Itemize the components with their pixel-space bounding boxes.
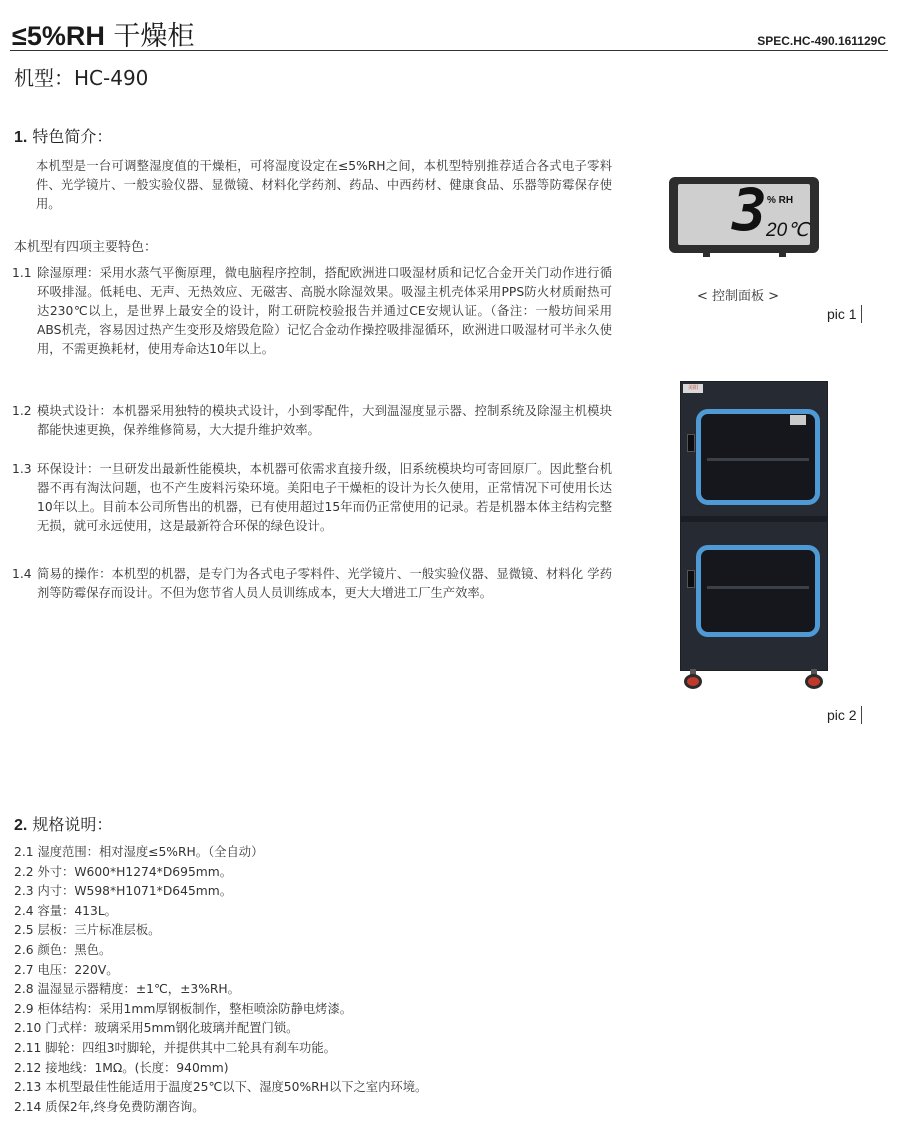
- cabinet-shelf: [707, 458, 809, 461]
- feature-text: 环保设计：一旦研发出最新性能模块，本机器可依需求直接升级，旧系统模块均可寄回原厂。因此整台机器不再有淘汰问题，也不产生废料污染环境。美阳电子干燥柜的设计为长久使用，正常情况下可使用长达10年以上。目前本公司所售出的机器，已有使用超过15年而仍正常使用的记录。若是机器本体主结构完整无损，就可永远使用，这是最新符合环保的绿色设计。: [37, 462, 612, 533]
- feature-item: [12, 402, 612, 440]
- spec-item: 2.4 容量：413L。: [14, 903, 117, 918]
- feature-number: 1.4: [12, 567, 32, 581]
- feature-item: [12, 460, 612, 536]
- spec-item: 2.9 柜体结构：采用1mm厚钢板制作，整柜喷涂防静电烤漆。: [14, 1001, 353, 1016]
- control-panel-image: [669, 177, 819, 253]
- spec-item: 2.14 质保2年,终身免费防潮咨询。: [14, 1099, 205, 1114]
- feature-item: [12, 565, 612, 603]
- caster-wheel: [684, 669, 702, 689]
- section2-heading: [14, 812, 112, 835]
- section1-subtitle: 本机型有四项主要特色：: [14, 240, 158, 255]
- feature-number: 1.3: [12, 462, 32, 476]
- lower-door-lock: [687, 570, 695, 588]
- upper-door-lock: [687, 434, 695, 452]
- humidity-readout: 3: [732, 176, 767, 244]
- spec-item: 2.11 脚轮：四组3吋脚轮，并提供其中二轮具有刹车功能。: [14, 1040, 336, 1055]
- section1-title: 特色简介：: [27, 127, 113, 146]
- cabinet-shelf: [707, 586, 809, 589]
- spec-item: 2.2 外寸：W600*H1274*D695mm。: [14, 864, 233, 879]
- feature-text: 简易的操作：本机型的机器，是专门为各式电子零料件、光学镜片、一般实验仪器、显微镜、材料化 学药剂等防霉保存而设计。不但为您节省人员人员训练成本，更大大增进工厂生产效率。: [37, 567, 612, 600]
- spec-item: 2.13 本机型最佳性能适用于温度25℃以下、湿度50%RH以下之室内环境。: [14, 1080, 428, 1095]
- feature-number: 1.2: [12, 404, 32, 418]
- spec-item: 2.6 颜色：黑色。: [14, 942, 112, 957]
- temperature-readout: 20℃: [766, 220, 809, 241]
- spec-item: 2.3 内寸：W598*H1071*D645mm。: [14, 884, 233, 899]
- cabinet-image: [680, 381, 828, 671]
- cabinet-divider: [681, 516, 827, 522]
- header-divider: [10, 50, 888, 51]
- lcd-display: [678, 176, 810, 245]
- section1-number: 1.: [14, 129, 28, 146]
- caster-wheel: [805, 669, 823, 689]
- cabinet-brand-label: 美阳: [683, 384, 703, 393]
- spec-item: 2.8 温湿显示器精度：±1℃，±3%RH。: [14, 982, 240, 997]
- title-humidity-spec: ≤5%RH: [12, 21, 105, 51]
- spec-item: 2.7 电压：220V。: [14, 962, 119, 977]
- feature-number: 1.1: [12, 266, 32, 280]
- spec-code: SPEC.HC-490.161129C: [757, 34, 886, 48]
- section2-title: 规格说明：: [27, 815, 113, 834]
- panel-foot: [779, 251, 786, 257]
- document-title: [12, 14, 194, 53]
- pic2-label: pic 2: [827, 706, 862, 724]
- feature-item: [12, 264, 612, 359]
- pic1-label: pic 1: [827, 305, 862, 323]
- rh-unit-label: % RH: [767, 195, 794, 206]
- feature-text: 模块式设计：本机器采用独特的模块式设计，小到零配件，大到温湿度显示器、控制系统及除湿主机模块都能快速更换，保养维修简易，大大提升维护效率。: [37, 404, 612, 437]
- title-product: 干燥柜: [104, 21, 195, 52]
- lower-glass-door: [696, 545, 820, 637]
- spec-item: 2.10 门式样：玻璃采用5mm钢化玻璃并配置门锁。: [14, 1021, 299, 1036]
- mini-display: [790, 415, 806, 425]
- feature-text: 除湿原理：采用水蒸气平衡原理，微电脑程序控制，搭配欧洲进口吸湿材质和记忆合金开关门动作进行循环吸排湿。低耗电、无声、无热效应、无磁害、高脱水除湿效果。吸湿主机壳体采用PPS防火材质耐热可达230℃以上，是世界上最安全的设计，附工研院校验报告并通过CE安规认证。（备注：一般坊间采用ABS机壳，容易因过热产生变形及熔毁危险）记忆合金动作操控吸排湿循环，欧洲进口吸湿材可半永久使用，不需更换耗材，使用寿命达10年以上。: [37, 266, 612, 356]
- spec-list: [14, 843, 427, 1117]
- section1-heading: [14, 124, 112, 147]
- panel-caption: < 控制面板 >: [697, 289, 780, 304]
- spec-item: 2.5 层板：三片标准层板。: [14, 923, 161, 938]
- section1-intro: 本机型是一台可调整湿度值的干燥柜，可将湿度设定在≤5%RH之间，本机型特别推荐适合各式电子零料件、光学镜片、一般实验仪器、显微镜、材料化学药剂、药品、中西药材、健康食品、乐器等防霉保存使用。: [36, 159, 612, 211]
- model-line: 机型：HC-490: [14, 66, 149, 90]
- section2-number: 2.: [14, 817, 28, 834]
- panel-foot: [703, 251, 710, 257]
- spec-item: 2.1 湿度范围：相对湿度≤5%RH。（全自动）: [14, 845, 264, 859]
- spec-item: 2.12 接地线：1MΩ。(长度：940mm): [14, 1060, 229, 1075]
